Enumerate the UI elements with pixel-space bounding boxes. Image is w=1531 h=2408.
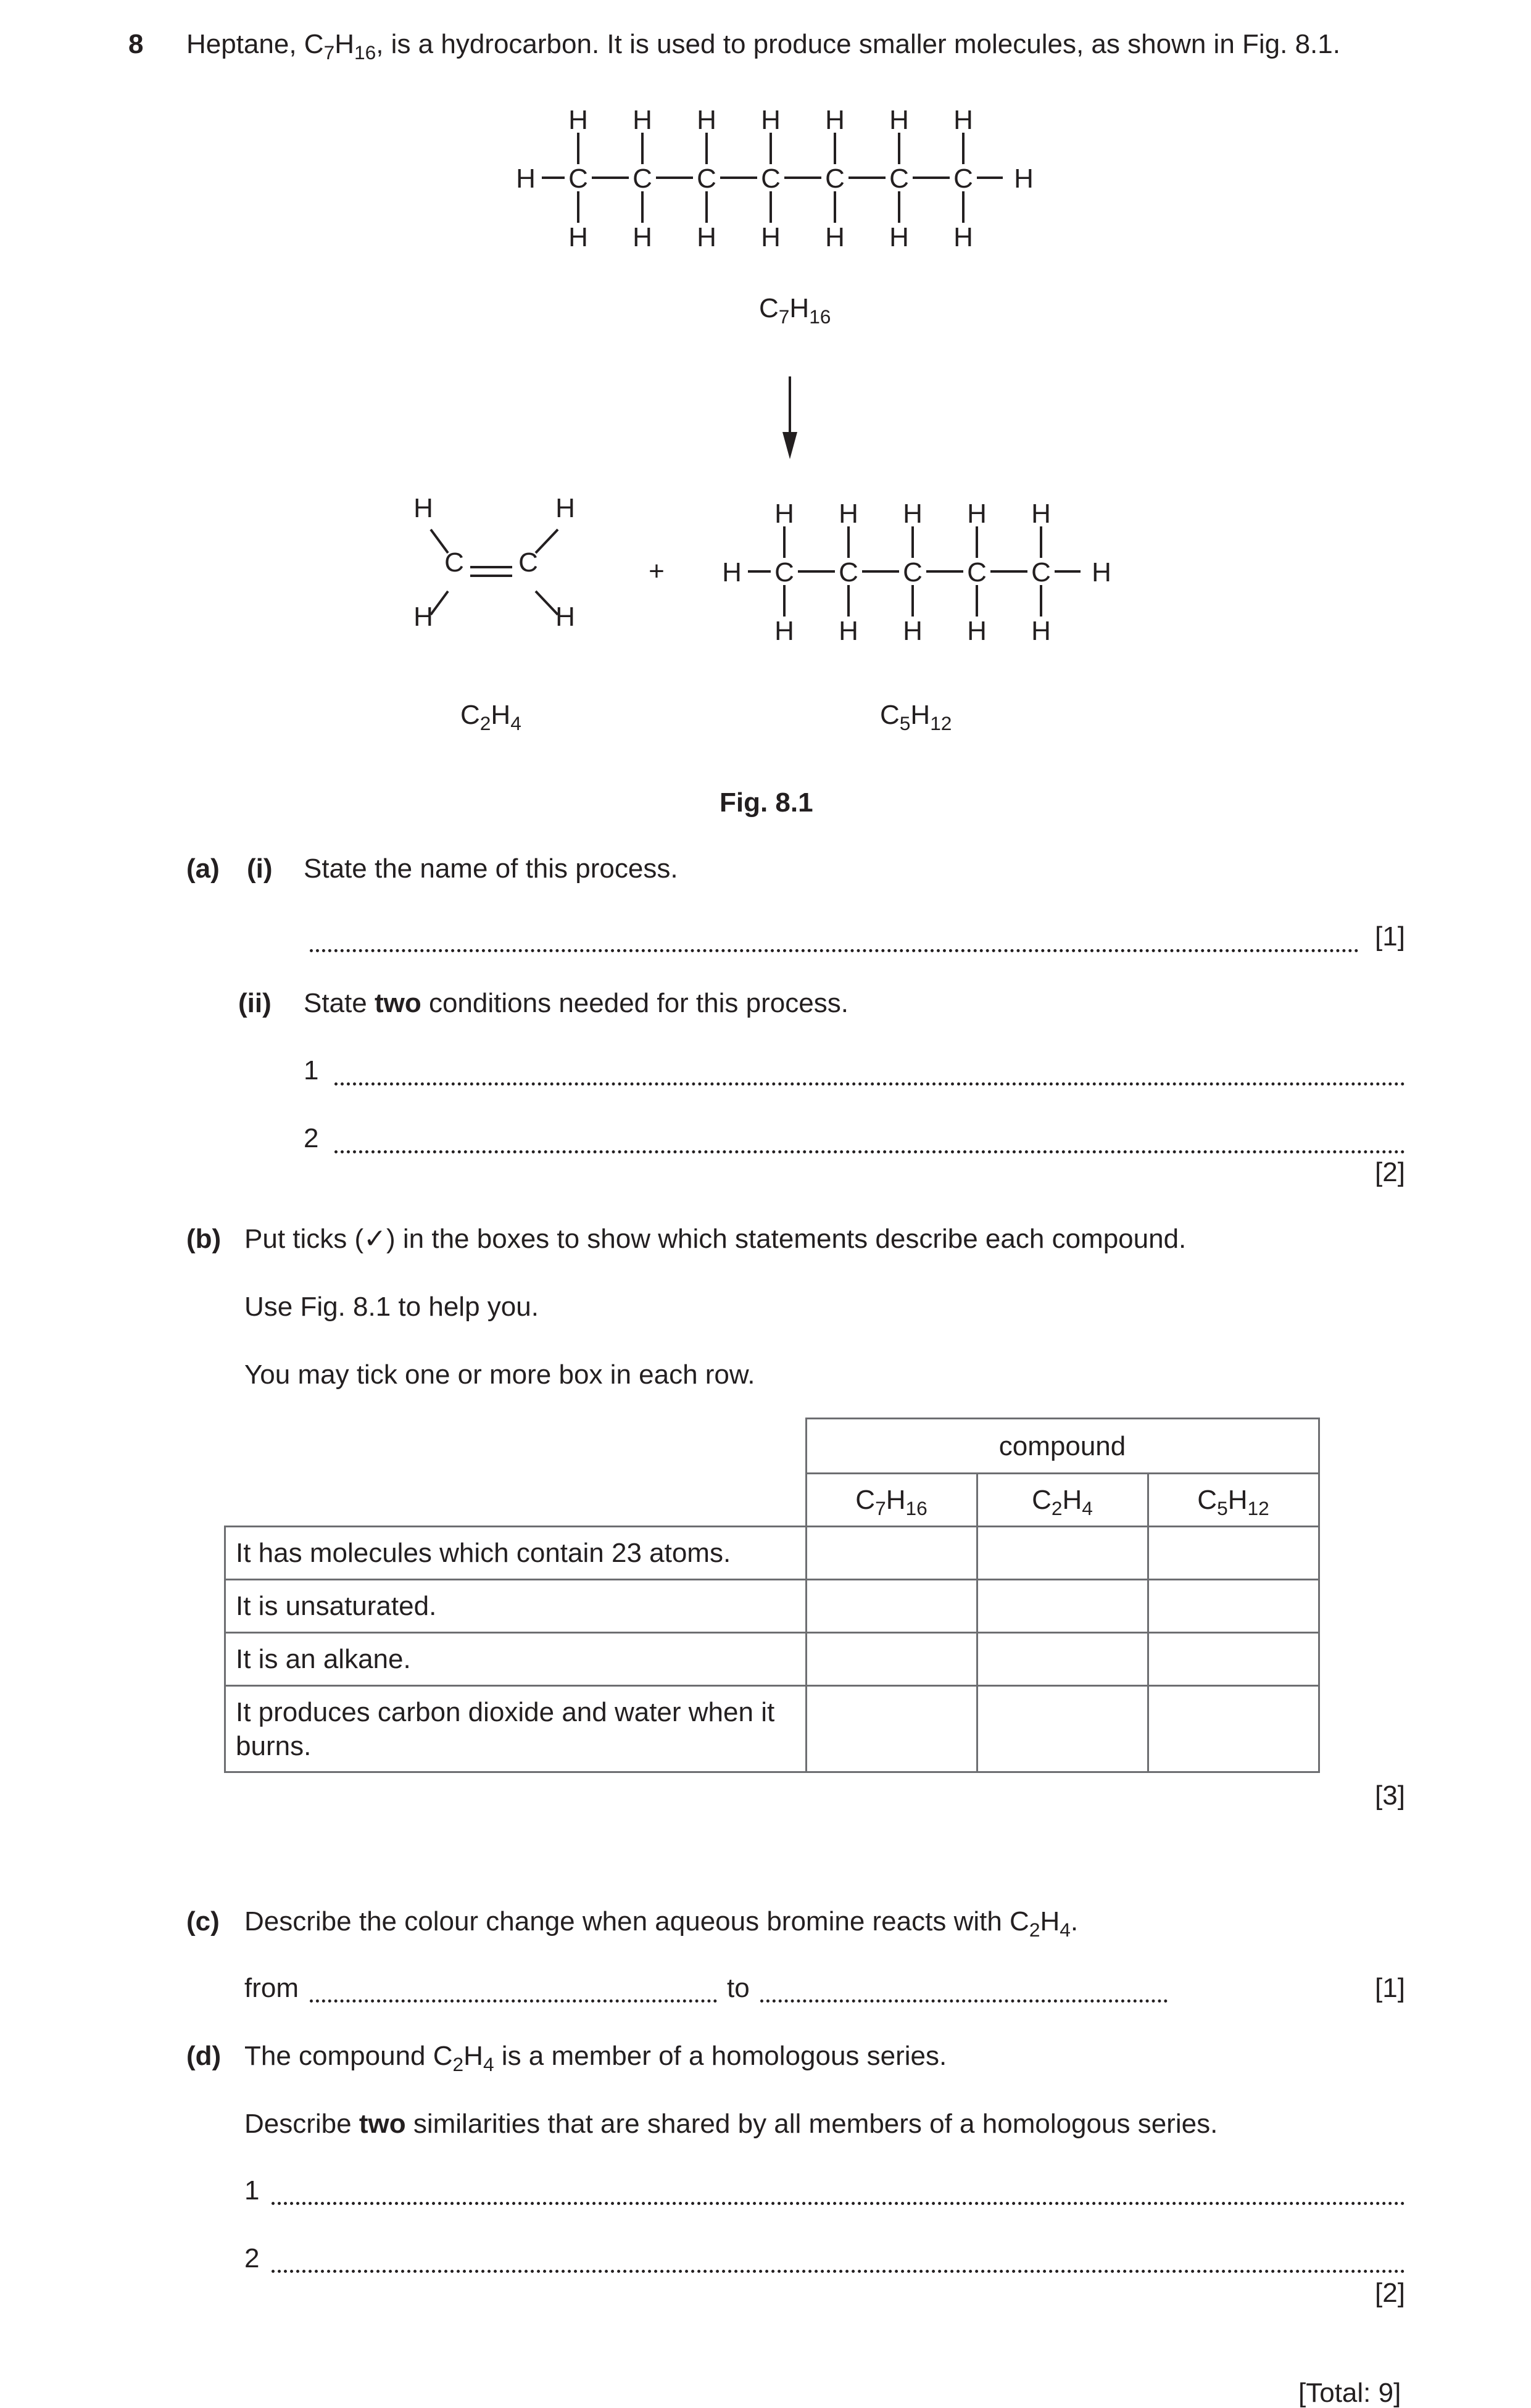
pentane-hydrogen: H: [839, 616, 858, 646]
ethene-formula: $C_2H_4$: [460, 700, 521, 735]
bond-line: [536, 529, 558, 553]
heptane-carbon: C: [825, 164, 845, 194]
heptane-hydrogen: H: [825, 222, 845, 252]
heptane-carbon: C: [953, 164, 973, 194]
part-a-ii-label: (ii): [238, 988, 272, 1018]
heptane-carbon: C: [761, 164, 781, 194]
part-c-text: Describe the colour change when aqueous bromine reacts with $C_2H_4$.: [244, 1906, 1079, 1941]
heptane-end-h: H: [1014, 164, 1034, 194]
heptane-carbon: C: [697, 164, 716, 194]
heptane-hydrogen: H: [953, 222, 973, 252]
answer-line-a-ii-1[interactable]: [334, 1082, 1405, 1086]
table-row-statement: It is an alkane.: [225, 1633, 807, 1686]
ethene-hydrogen: H: [413, 493, 433, 523]
ethene-hydrogen: H: [413, 602, 433, 632]
part-b-text: Put ticks (✓) in the boxes to show which statements describe each compound.: [244, 1224, 1187, 1254]
bond-line: [431, 529, 448, 553]
table-header-compound: compound: [806, 1419, 1319, 1474]
part-a-ii-text: State two conditions needed for this process.: [304, 988, 848, 1018]
ethene-hydrogen: H: [555, 493, 575, 523]
heptane-hydrogen: H: [697, 222, 716, 252]
part-b-note: You may tick one or more box in each row.: [244, 1360, 755, 1390]
column-c5h12: $C_5H_{12}$: [1148, 1474, 1319, 1527]
heptane-formula: $C_7H_{16}$: [759, 293, 831, 328]
part-b-help: Use Fig. 8.1 to help you.: [244, 1292, 539, 1322]
total-marks: [Total: 9]: [1298, 2378, 1401, 2408]
answer-line-d-1[interactable]: [272, 2202, 1405, 2205]
answer-line-d-2[interactable]: [272, 2270, 1405, 2273]
pentane-end-h: H: [1092, 557, 1111, 587]
heptane-carbon: C: [633, 164, 652, 194]
heptane-hydrogen: H: [889, 222, 909, 252]
heptane-hydrogen: H: [889, 105, 909, 135]
bond-line: [431, 591, 448, 615]
heptane-hydrogen: H: [825, 105, 845, 135]
from-label: from: [244, 1973, 299, 2003]
pentane-hydrogen: H: [967, 616, 987, 646]
line-number-a-ii-1: 1: [304, 1055, 319, 1086]
pentane-hydrogen: H: [774, 616, 794, 646]
bond-line: [536, 591, 558, 615]
tick-table: [224, 1418, 1320, 1773]
tick-box[interactable]: [977, 1580, 1148, 1633]
tick-box[interactable]: [977, 1527, 1148, 1580]
heptane-hydrogen: H: [568, 222, 588, 252]
part-b-label: (b): [186, 1224, 222, 1254]
heptane-hydrogen: H: [697, 105, 716, 135]
part-c-label: (c): [186, 1906, 220, 1937]
line-number-d-2: 2: [244, 2243, 260, 2273]
table-row-statement: It has molecules which contain 23 atoms.: [225, 1527, 807, 1580]
answer-line-c-to[interactable]: [760, 1999, 1168, 2003]
answer-line-a-ii-2[interactable]: [334, 1150, 1405, 1153]
question-number: 8: [128, 29, 144, 59]
heptane-hydrogen: H: [633, 105, 652, 135]
figure-caption: Fig. 8.1: [720, 787, 813, 818]
ethene-carbon: C: [518, 547, 538, 578]
tick-box[interactable]: [806, 1580, 977, 1633]
marks-c: [1]: [1375, 1973, 1405, 2003]
heptane-hydrogen: H: [953, 105, 973, 135]
heptane-carbon: C: [568, 164, 588, 194]
marks-a-ii: [2]: [1375, 1157, 1405, 1187]
part-d-describe: Describe two similarities that are shared by all members of a homologous series.: [244, 2109, 1218, 2139]
tick-box[interactable]: [806, 1686, 977, 1772]
tick-box[interactable]: [977, 1633, 1148, 1686]
pentane-carbon: C: [967, 557, 987, 587]
pentane-carbon: C: [839, 557, 858, 587]
pentane-hydrogen: H: [967, 499, 987, 529]
answer-line-c-from[interactable]: [310, 1999, 717, 2003]
tick-box[interactable]: [1148, 1633, 1319, 1686]
pentane-formula: $C_5H_{12}$: [880, 700, 952, 735]
table-row-statement: It produces carbon dioxide and water when it burns.: [225, 1686, 807, 1772]
question-intro: Heptane, $C_7H_{16}$, is a hydrocarbon. It is used to produce smaller molecules, as shown in Fig. 8.1.: [186, 29, 1340, 64]
tick-box[interactable]: [977, 1686, 1148, 1772]
marks-d: [2]: [1375, 2278, 1405, 2308]
pentane-hydrogen: H: [903, 616, 923, 646]
pentane-hydrogen: H: [774, 499, 794, 529]
heptane-hydrogen: H: [633, 222, 652, 252]
answer-line-a-i[interactable]: [310, 949, 1359, 952]
marks-b: [3]: [1375, 1780, 1405, 1811]
part-a-label: (a): [186, 853, 220, 884]
pentane-carbon: C: [1031, 557, 1051, 587]
tick-box[interactable]: [1148, 1686, 1319, 1772]
table-row-statement: It is unsaturated.: [225, 1580, 807, 1633]
part-a-i-label: (i): [247, 853, 273, 884]
part-d-label: (d): [186, 2041, 222, 2071]
line-number-d-1: 1: [244, 2175, 260, 2206]
figure-8-1: [0, 0, 1531, 827]
tick-box[interactable]: [1148, 1580, 1319, 1633]
pentane-hydrogen: H: [1031, 499, 1051, 529]
column-c7h16: $C_7H_{16}$: [806, 1474, 977, 1527]
heptane-hydrogen: H: [568, 105, 588, 135]
ethene-hydrogen: H: [555, 602, 575, 632]
plus-sign: +: [649, 556, 665, 586]
pentane-end-h: H: [722, 557, 742, 587]
marks-a-i: [1]: [1375, 921, 1405, 952]
reaction-arrow: [782, 376, 797, 459]
pentane-hydrogen: H: [903, 499, 923, 529]
pentane-carbon: C: [774, 557, 794, 587]
pentane-hydrogen: H: [839, 499, 858, 529]
column-c2h4: $C_2H_4$: [977, 1474, 1148, 1527]
ethene-carbon: C: [444, 547, 464, 578]
line-number-a-ii-2: 2: [304, 1123, 319, 1153]
heptane-carbon: C: [889, 164, 909, 194]
heptane-hydrogen: H: [761, 105, 781, 135]
heptane-hydrogen: H: [761, 222, 781, 252]
pentane-hydrogen: H: [1031, 616, 1051, 646]
tick-box[interactable]: [806, 1527, 977, 1580]
to-label: to: [727, 1973, 750, 2003]
part-a-i-text: State the name of this process.: [304, 853, 678, 884]
tick-box[interactable]: [806, 1633, 977, 1686]
tick-box[interactable]: [1148, 1527, 1319, 1580]
part-d-text: The compound $C_2H_4$ is a member of a homologous series.: [244, 2041, 947, 2076]
heptane-end-h: H: [516, 164, 536, 194]
pentane-carbon: C: [903, 557, 923, 587]
